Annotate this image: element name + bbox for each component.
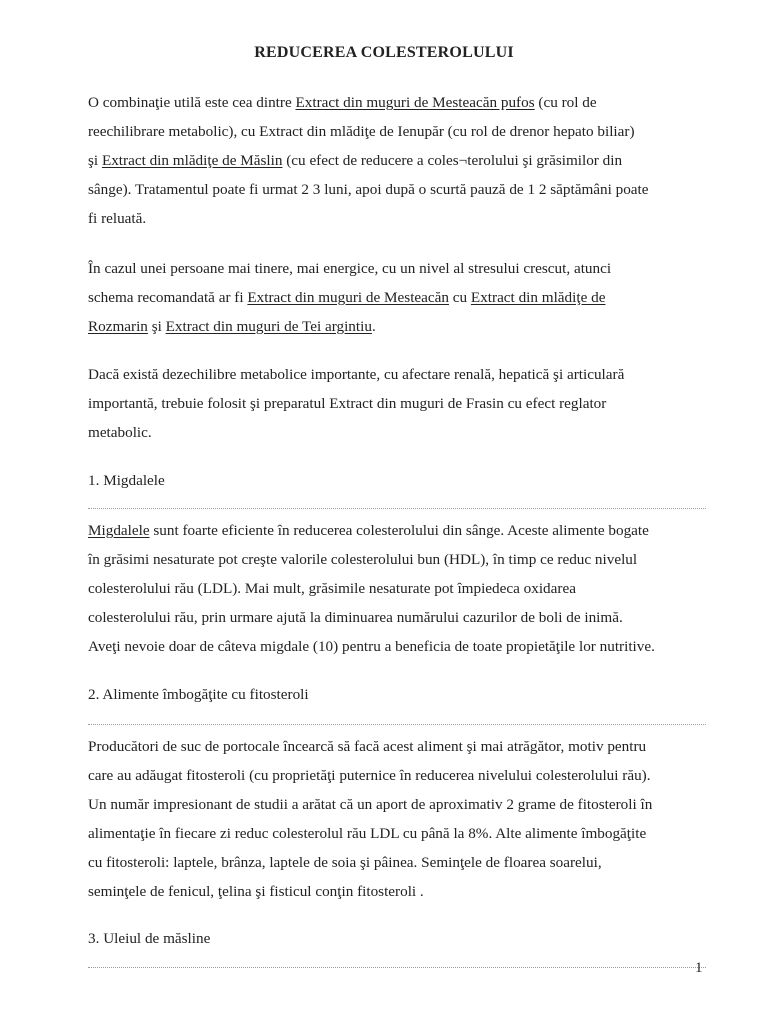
paragraph-dezechilibre [88, 360, 713, 447]
dotted-separator [88, 508, 706, 509]
dotted-separator [88, 967, 706, 968]
text-line [88, 88, 713, 117]
paragraph-schema [88, 254, 713, 341]
text-line: Dacă există dezechilibre metabolice importante, cu afectare renală, hepatică şi articulară [88, 366, 625, 383]
text-line [88, 283, 713, 312]
text-line: reechilibrare metabolic), cu Extract din mlădiţe de Ienupăr (cu rol de drenor hepato biliar) [88, 123, 635, 140]
text-line: Un număr impresionant de studii a arătat că un aport de aproximativ 2 grame de fitosteroli în [88, 796, 653, 813]
text: . [371, 318, 376, 335]
section-heading-fitosteroli: 2. Alimente îmbogăţite cu fitosteroli [88, 686, 309, 703]
text-line: colesterolului rău (LDL). Mai mult, grăsimile nesaturate pot împiedeca oxidarea [88, 580, 576, 597]
text-line: În cazul unei persoane mai tinere, mai energice, cu un nivel al stresului crescut, atunci [88, 260, 612, 277]
text: (cu efect de reducere a coles¬terolului şi grăsimilor din [282, 152, 623, 169]
text-line: care au adăugat fitosteroli (cu proprietăţi puternice în reducerea nivelului colesterolului rău). [88, 767, 651, 784]
link-extract-tei-argintiu[interactable]: Extract din muguri de Tei argintiu [165, 318, 372, 335]
link-migdalele[interactable]: Migdalele [88, 522, 150, 539]
text: şi [88, 152, 102, 169]
text-line [88, 312, 713, 341]
text-line: sânge). Tratamentul poate fi urmat 2 3 luni, apoi după o scurtă pauză de 1 2 săptămâni poate [88, 181, 649, 198]
link-extract-mesteacan-pufos[interactable]: Extract din muguri de Mesteacăn pufos [295, 94, 535, 111]
paragraph-intro [88, 88, 713, 233]
document-title: REDUCEREA COLESTEROLULUI [254, 44, 514, 61]
text: sunt foarte eficiente în reducerea colesterolului din sânge. Aceste alimente bogate [149, 522, 649, 539]
text: şi [147, 318, 166, 335]
text: cu [448, 289, 471, 306]
section-heading-ulei-masline: 3. Uleiul de măsline [88, 930, 211, 947]
text: schema recomandată ar fi [88, 289, 248, 306]
text-line: cu fitosteroli: laptele, brânza, laptele de soia şi pâinea. Seminţele de floarea soarelui, [88, 854, 602, 871]
link-extract-rozmarin[interactable]: Extract din mlădiţe de [470, 289, 606, 306]
text: O combinaţie utilă este cea dintre [88, 94, 296, 111]
page-number: 1 [695, 960, 703, 976]
paragraph-migdalele [88, 516, 713, 661]
text-line: metabolic. [88, 424, 152, 441]
link-extract-mesteacan[interactable]: Extract din muguri de Mesteacăn [247, 289, 449, 306]
text-line: fi reluată. [88, 210, 147, 227]
text: (cu rol de [534, 94, 597, 111]
section-heading-migdalele: 1. Migdalele [88, 472, 165, 489]
text-line: alimentaţie în fiecare zi reduc colesterolul rău LDL cu până la 8%. Alte alimente îmbogăţite [88, 825, 647, 842]
dotted-separator [88, 724, 706, 725]
link-extract-maslin[interactable]: Extract din mlădiţe de Măslin [101, 152, 283, 169]
text-line [88, 516, 713, 545]
text-line: Aveţi nevoie doar de câteva migdale (10) pentru a beneficia de toate propietăţile lor nutritive. [88, 638, 655, 655]
paragraph-fitosteroli [88, 732, 713, 906]
text-line: Producători de suc de portocale încearcă să facă acest aliment şi mai atrăgător, motiv pentru [88, 738, 647, 755]
text-line: colesterolului rău, prin urmare ajută la diminuarea numărului cazurilor de boli de inimă. [88, 609, 623, 626]
text-line [88, 146, 713, 175]
text-line: importantă, trebuie folosit şi preparatul Extract din muguri de Frasin cu efect reglator [88, 395, 607, 412]
link-extract-rozmarin-cont[interactable]: Rozmarin [88, 318, 148, 335]
text-line: în grăsimi nesaturate pot creşte valorile colesterolului bun (HDL), în timp ce reduc nivelul [88, 551, 638, 568]
text-line: seminţele de fenicul, ţelina şi fisticul conţin fitosteroli . [88, 883, 424, 900]
